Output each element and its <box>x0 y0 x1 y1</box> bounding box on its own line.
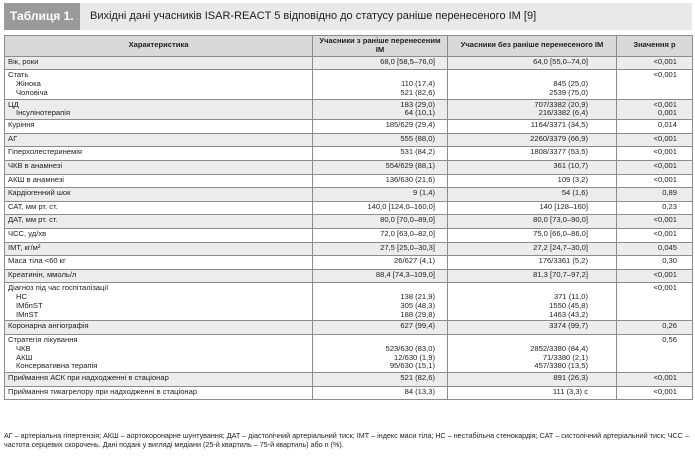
cell-line: 27,5 [25,0–30,3] <box>380 242 435 252</box>
cell-line: 80,0 [73,0–90,0] <box>533 215 588 225</box>
table-row <box>5 283 693 321</box>
without-prior-mi-cell <box>448 133 617 147</box>
cell-line: 0,89 <box>662 188 677 198</box>
cell-line: 2260/3379 (66,9) <box>530 133 588 143</box>
cell-line: 71/3380 (2,1) <box>542 352 588 362</box>
table-title: Вихідні дані учасників ISAR-REACT 5 відповідно до статусу раніше перенесеного ІМ [9] <box>90 10 537 22</box>
cell-line: <0,001 <box>653 386 677 396</box>
without-prior-mi-cell <box>448 283 617 321</box>
cell-line: 111 (3,3) с <box>552 386 588 396</box>
cell-line: ІМТ, кг/м² <box>8 242 41 252</box>
cell-line <box>620 80 677 89</box>
p-value-cell <box>617 256 693 270</box>
table-row <box>5 228 693 242</box>
cell-line: 361 (10,7) <box>553 160 588 170</box>
cell-line: Вік, роки <box>8 56 39 66</box>
cell-line <box>620 345 677 354</box>
cell-line <box>620 362 677 371</box>
characteristic-cell <box>5 201 313 215</box>
table-row <box>5 373 693 387</box>
with-prior-mi-cell <box>313 269 448 283</box>
without-prior-mi-cell <box>448 321 617 335</box>
cell-line: 2852/3380 (84,4) <box>530 343 588 353</box>
column-header: Учасники з раніше перенесеним ІМ <box>313 36 448 57</box>
cell-line: Стать <box>8 70 29 80</box>
p-value-cell <box>617 160 693 174</box>
cell-line: 707/3382 (20,9) <box>534 99 588 109</box>
p-value-cell <box>617 321 693 335</box>
cell-line: 523/630 (83,0) <box>385 343 435 353</box>
characteristic-cell <box>5 56 313 70</box>
characteristic-cell <box>5 188 313 202</box>
characteristic-cell <box>5 283 313 321</box>
cell-line: 27,2 [24,7–30,0] <box>533 242 588 252</box>
without-prior-mi-cell <box>448 256 617 270</box>
table-title-bar <box>4 3 692 30</box>
cell-line <box>620 89 677 98</box>
p-value-cell <box>617 56 693 70</box>
cell-line: <0,001 <box>653 70 677 80</box>
table-row <box>5 99 693 120</box>
without-prior-mi-cell <box>448 269 617 283</box>
cell-line: 305 (48,3) <box>400 300 435 310</box>
cell-line: <0,001 <box>653 147 677 157</box>
table-row <box>5 256 693 270</box>
characteristic-cell <box>5 215 313 229</box>
with-prior-mi-cell <box>313 174 448 188</box>
cell-line: 84 (13,3) <box>404 386 435 396</box>
cell-line: 891 (26,3) <box>553 373 588 383</box>
cell-line: НС <box>16 292 27 302</box>
without-prior-mi-cell <box>448 70 617 99</box>
cell-line: 12/630 (1,9) <box>394 352 435 362</box>
p-value-cell <box>617 386 693 400</box>
cell-line: 1550 (45,8) <box>549 300 588 310</box>
table-row <box>5 335 693 373</box>
table-row <box>5 120 693 134</box>
cell-line: 110 (17,4) <box>400 78 435 88</box>
cell-line: <0,001 <box>653 99 677 109</box>
cell-line: 627 (99,4) <box>400 321 435 331</box>
characteristic-cell <box>5 120 313 134</box>
without-prior-mi-cell <box>448 56 617 70</box>
table-row <box>5 188 693 202</box>
cell-line: 64,0 [55,0–74,0] <box>533 56 588 66</box>
cell-line: ДАТ, мм рт. ст. <box>8 215 58 225</box>
cell-line: Діагноз під час госпіталізації <box>8 283 109 293</box>
cell-line: Чоловіча <box>16 87 48 97</box>
characteristic-cell <box>5 335 313 373</box>
column-header: Учасники без раніше перенесеного ІМ <box>448 36 617 57</box>
cell-line: 183 (29,0) <box>400 99 435 109</box>
cell-line: 1164/3371 (34,5) <box>530 120 588 130</box>
cell-line: ЧСС, уд/хв <box>8 228 47 238</box>
cell-line: 138 (21,9) <box>400 292 435 302</box>
cell-line: 88,4 [74,3–109,0] <box>375 269 435 279</box>
cell-line: <0,001 <box>653 160 677 170</box>
cell-line: АГ <box>8 133 18 143</box>
cell-line: <0,001 <box>653 269 677 279</box>
cell-line: Креатинін, ммоль/л <box>8 269 77 279</box>
cell-line: 521 (82,6) <box>400 87 435 97</box>
cell-line: 80,0 [70,0–89,0] <box>380 215 435 225</box>
without-prior-mi-cell <box>448 228 617 242</box>
cell-line: Приймання тикагрелору при надходженні в стаціонар <box>8 386 198 396</box>
cell-line: 136/630 (21,6) <box>385 174 435 184</box>
cell-line: 521 (82,6) <box>400 373 435 383</box>
p-value-cell <box>617 201 693 215</box>
cell-line: <0,001 <box>653 174 677 184</box>
with-prior-mi-cell <box>313 99 448 120</box>
table-row <box>5 174 693 188</box>
characteristic-cell <box>5 373 313 387</box>
cell-line: 0,001 <box>657 108 677 118</box>
table-row <box>5 70 693 99</box>
column-header: Значення p <box>617 36 693 57</box>
without-prior-mi-cell <box>448 335 617 373</box>
cell-line: 2539 (75,0) <box>549 87 588 97</box>
p-value-cell <box>617 215 693 229</box>
without-prior-mi-cell <box>448 160 617 174</box>
p-value-cell <box>617 120 693 134</box>
with-prior-mi-cell <box>313 56 448 70</box>
with-prior-mi-cell <box>313 386 448 400</box>
with-prior-mi-cell <box>313 120 448 134</box>
cell-line: ІМпST <box>16 309 39 319</box>
p-value-cell <box>617 133 693 147</box>
without-prior-mi-cell <box>448 386 617 400</box>
cell-line <box>620 302 677 311</box>
cell-line: АКШ <box>16 352 33 362</box>
without-prior-mi-cell <box>448 174 617 188</box>
cell-line: <0,001 <box>653 56 677 66</box>
cell-line: ЧКВ в анамнезі <box>8 160 63 170</box>
characteristic-cell <box>5 386 313 400</box>
table-body <box>5 56 693 400</box>
cell-line: 176/3361 (5,2) <box>538 256 588 266</box>
characteristic-cell <box>5 160 313 174</box>
table-row <box>5 269 693 283</box>
without-prior-mi-cell <box>448 99 617 120</box>
cell-line: 0,23 <box>662 201 677 211</box>
table-header-row <box>5 36 693 57</box>
cell-line: Інсулінотерапія <box>16 108 71 118</box>
cell-line: 3374 (99,7) <box>549 321 588 331</box>
cell-line: 0,045 <box>657 242 677 252</box>
p-value-cell <box>617 283 693 321</box>
cell-line: 140,0 [124,0–160,0] <box>367 201 435 211</box>
cell-line: 845 (25,0) <box>553 78 588 88</box>
p-value-cell <box>617 70 693 99</box>
cell-line: 1463 (43,2) <box>549 309 588 319</box>
cell-line <box>620 311 677 320</box>
without-prior-mi-cell <box>448 373 617 387</box>
cell-line: Гіперхолестеринемія <box>8 147 83 157</box>
cell-line: 72,0 [63,0–82,0] <box>380 228 435 238</box>
p-value-cell <box>617 335 693 373</box>
cell-line: <0,001 <box>653 133 677 143</box>
p-value-cell <box>617 174 693 188</box>
cell-line: 0,014 <box>657 120 677 130</box>
characteristic-cell <box>5 174 313 188</box>
characteristic-cell <box>5 256 313 270</box>
table-row <box>5 201 693 215</box>
characteristic-cell <box>5 242 313 256</box>
cell-line: 554/629 (88,1) <box>385 160 435 170</box>
with-prior-mi-cell <box>313 228 448 242</box>
characteristics-table <box>4 35 693 400</box>
cell-line: 216/3382 (6,4) <box>538 108 588 118</box>
characteristic-cell <box>5 228 313 242</box>
cell-line: АКШ в анамнезі <box>8 174 64 184</box>
cell-line: 54 (1,6) <box>561 188 588 198</box>
cell-line: 0,30 <box>662 256 677 266</box>
cell-line: <0,001 <box>653 373 677 383</box>
cell-line: 188 (29,8) <box>400 309 435 319</box>
without-prior-mi-cell <box>448 201 617 215</box>
cell-line: Коронарна ангіографія <box>8 321 89 331</box>
table-footnote: АГ – артеріальна гіпертензія; АКШ – аортокоронарне шунтування; ДАТ – діастолічний артеріальний тиск; ІМТ – індекс маси тіла; НС – нестабільна стенокардія; САТ – систолічний артеріальний тиск; ЧСС – частота серцевих скорочень. Дані подані у вигляді медіани (25-й квартиль – 75-й квартиль) або n (%). <box>4 431 689 450</box>
p-value-cell <box>617 228 693 242</box>
cell-line: 9 (1,4) <box>413 188 435 198</box>
cell-line: <0,001 <box>653 283 677 293</box>
characteristic-cell <box>5 99 313 120</box>
cell-line: 26/627 (4,1) <box>394 256 435 266</box>
cell-line: 64 (10,1) <box>404 108 435 118</box>
characteristic-cell <box>5 321 313 335</box>
with-prior-mi-cell <box>313 147 448 161</box>
cell-line: 0,26 <box>662 321 677 331</box>
with-prior-mi-cell <box>313 133 448 147</box>
cell-line: Консервативна терапія <box>16 361 98 371</box>
table-number-tag: Таблиця 1. <box>4 3 80 30</box>
cell-line: Стратегія лікування <box>8 335 78 345</box>
cell-line <box>620 293 677 302</box>
cell-line: 95/630 (15,1) <box>389 361 435 371</box>
cell-line: 1808/3377 (53,5) <box>530 147 588 157</box>
with-prior-mi-cell <box>313 201 448 215</box>
cell-line: ІМбпST <box>16 300 43 310</box>
table-row <box>5 147 693 161</box>
without-prior-mi-cell <box>448 215 617 229</box>
with-prior-mi-cell <box>313 256 448 270</box>
cell-line: <0,001 <box>653 215 677 225</box>
cell-line: 0,56 <box>662 335 677 345</box>
cell-line: 75,0 [66,0–86,0] <box>533 228 588 238</box>
p-value-cell <box>617 147 693 161</box>
p-value-cell <box>617 242 693 256</box>
cell-line: 555 (88,0) <box>400 133 435 143</box>
cell-line: 140 [128–160] <box>539 201 588 211</box>
cell-line: ЦД <box>8 99 19 109</box>
cell-line: 371 (11,0) <box>553 292 588 302</box>
cell-line: <0,001 <box>653 228 677 238</box>
characteristic-cell <box>5 269 313 283</box>
cell-line: Жінока <box>16 78 41 88</box>
cell-line <box>620 354 677 363</box>
cell-line: 531 (84,2) <box>400 147 435 157</box>
characteristic-cell <box>5 147 313 161</box>
with-prior-mi-cell <box>313 373 448 387</box>
cell-line: Маса тіла <60 кг <box>8 256 66 266</box>
cell-line: САТ, мм рт. ст. <box>8 201 58 211</box>
without-prior-mi-cell <box>448 188 617 202</box>
with-prior-mi-cell <box>313 283 448 321</box>
with-prior-mi-cell <box>313 70 448 99</box>
without-prior-mi-cell <box>448 147 617 161</box>
table-row <box>5 133 693 147</box>
cell-line: Куріння <box>8 120 35 130</box>
with-prior-mi-cell <box>313 188 448 202</box>
without-prior-mi-cell <box>448 120 617 134</box>
cell-line: Кардіогенний шок <box>8 188 71 198</box>
table-row <box>5 321 693 335</box>
table-row <box>5 215 693 229</box>
without-prior-mi-cell <box>448 242 617 256</box>
p-value-cell <box>617 269 693 283</box>
characteristic-cell <box>5 70 313 99</box>
cell-line: 109 (3,2) <box>557 174 588 184</box>
characteristic-cell <box>5 133 313 147</box>
cell-line: 81,3 [70,7–97,2] <box>533 269 588 279</box>
cell-line: Приймання АСК при надходженні в стаціонар <box>8 373 169 383</box>
with-prior-mi-cell <box>313 242 448 256</box>
cell-line: 68,0 [58,5–76,0] <box>380 56 435 66</box>
cell-line: 457/3380 (13,5) <box>534 361 588 371</box>
table-row <box>5 242 693 256</box>
table-row <box>5 386 693 400</box>
with-prior-mi-cell <box>313 160 448 174</box>
column-header: Характеристика <box>5 36 313 57</box>
p-value-cell <box>617 188 693 202</box>
with-prior-mi-cell <box>313 215 448 229</box>
cell-line: 185/629 (29,4) <box>385 120 435 130</box>
table-row <box>5 160 693 174</box>
table-row <box>5 56 693 70</box>
with-prior-mi-cell <box>313 335 448 373</box>
p-value-cell <box>617 373 693 387</box>
p-value-cell <box>617 99 693 120</box>
cell-line: ЧКВ <box>16 343 31 353</box>
with-prior-mi-cell <box>313 321 448 335</box>
